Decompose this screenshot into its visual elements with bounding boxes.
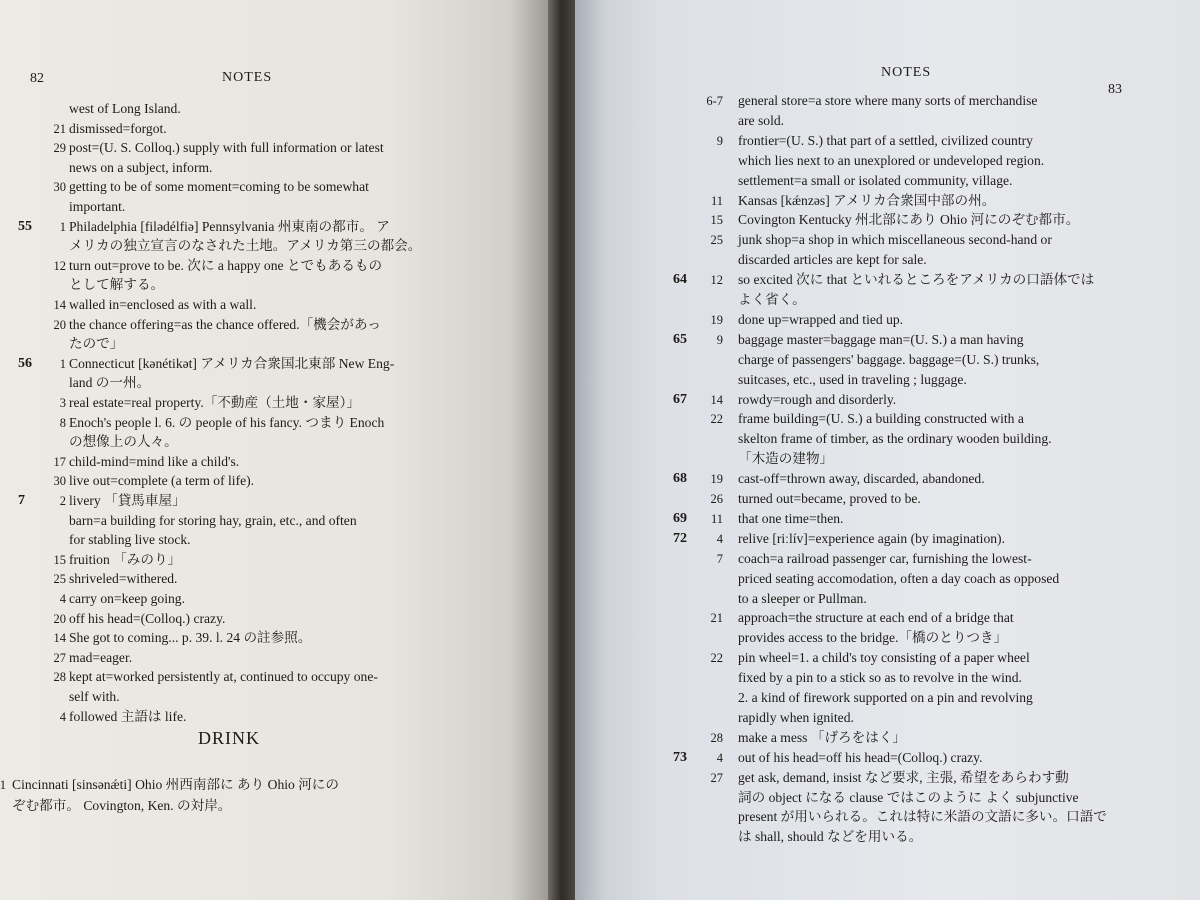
note-entry: Cincinnati [sinsənǽti] Ohio 州西南部に あり Ohio 河にの: [12, 777, 339, 792]
note-entry: approach=the structure at each end of a bridge that: [738, 610, 1014, 626]
note-entry: fruition 「みのり」: [69, 551, 182, 567]
page-reference-number: 56: [18, 355, 32, 371]
page-reference-number: 64: [673, 272, 687, 288]
note-continuation: 「木造の建物」: [738, 451, 834, 467]
note-continuation: の想像上の人々。: [69, 434, 178, 450]
page-reference-number: 69: [673, 510, 687, 526]
note-entry: rowdy=rough and disorderly.: [738, 391, 897, 407]
note-entry: so excited 次に that といれるところをアメリカの口語体では: [738, 272, 1095, 288]
line-number: 21: [53, 121, 66, 136]
line-number: 4: [59, 709, 66, 724]
note-entry: walled in=enclosed as with a wall.: [69, 297, 257, 312]
line-number: 17: [53, 454, 66, 469]
line-number: 30: [53, 474, 66, 489]
line-number: 4: [59, 592, 66, 606]
line-number: 22: [710, 651, 723, 666]
note-entry: off his head=(Colloq.) crazy.: [69, 610, 226, 626]
note-entry: dismissed=forgot.: [69, 120, 167, 136]
line-number: 8: [59, 415, 66, 430]
book-gutter: [548, 0, 575, 900]
line-number: 9: [716, 332, 723, 347]
note-entry: frame building=(U. S.) a building constructed with a: [738, 411, 1024, 427]
note-continuation: skelton frame of timber, as the ordinary wooden building.: [738, 431, 1052, 447]
note-entry: turn out=prove to be. 次に a happy one とでもあるもの: [69, 257, 383, 273]
note-entry: out of his head=off his head=(Colloq.) crazy.: [738, 749, 983, 765]
note-entry: done up=wrapped and tied up.: [738, 311, 904, 327]
note-continuation: ぞむ都市。 Covington, Ken. の対岸。: [12, 798, 232, 813]
note-continuation: fixed by a pin to a stick so as to revolve in the wind.: [738, 670, 1022, 686]
line-number: 26: [710, 492, 723, 506]
left-page: [0, 0, 548, 900]
note-continuation: は shall, should などを用いる。: [738, 829, 923, 845]
note-entry: Philadelphia [filədélfiə] Pennsylvania 州東南の都市。 ア: [69, 218, 390, 234]
note-entry: get ask, demand, insist など要求, 主張, 希望をあらわす動: [738, 769, 1069, 785]
note-entry: kept at=worked persistently at, continued to occupy one-: [69, 669, 378, 685]
line-number: 28: [53, 670, 66, 685]
line-number: 2: [59, 494, 66, 508]
line-number: 28: [710, 730, 723, 745]
note-continuation: land の一州。: [69, 375, 151, 391]
note-entry: Covington Kentucky 州北部にあり Ohio 河にのぞむ都市。: [738, 212, 1080, 228]
note-entry: carry on=keep going.: [69, 591, 185, 606]
note-entry: turned out=became, proved to be.: [738, 491, 921, 506]
line-number: 12: [710, 273, 723, 288]
line-number: 7: [716, 551, 723, 566]
line-number: 3: [59, 396, 66, 410]
note-continuation: メリカの独立宣言のなされた土地。アメリカ第三の都会。: [69, 238, 422, 254]
note-entry: real estate=real property.「不動産（土地・家屋）」: [69, 395, 361, 410]
note-continuation: which lies next to an unexplored or undeveloped region.: [738, 152, 1045, 168]
line-number: 1: [59, 219, 66, 234]
line-number: 20: [53, 611, 66, 626]
line-number: 29: [53, 141, 66, 156]
note-entry: junk shop=a shop in which miscellaneous second-hand or: [738, 232, 1052, 248]
note-continuation: 詞の object になる clause ではこのように よく subjunctive: [738, 789, 1079, 805]
left-running-head: NOTES: [222, 70, 273, 85]
note-continuation: barn=a building for storing hay, grain, etc., and often: [69, 512, 357, 528]
line-number: 4: [716, 531, 723, 546]
note-continuation: たので」: [69, 336, 124, 352]
note-continuation: important.: [69, 199, 126, 214]
line-number: 15: [53, 552, 66, 567]
line-number: 1: [0, 778, 6, 792]
note-entry: Connecticut [kənétikət] アメリカ合衆国北東部 New Eng-: [69, 355, 395, 371]
line-number: 14: [53, 631, 66, 646]
page-reference-number: 65: [673, 331, 687, 347]
note-entry: livery 「貸馬車屋」: [69, 493, 186, 508]
note-entry: relive [riːlív]=experience again (by imagination).: [738, 530, 1005, 546]
page-reference-number: 73: [673, 749, 687, 765]
page-reference-number: 7: [18, 493, 25, 508]
note-entry: cast-off=thrown away, discarded, abandoned.: [738, 471, 985, 487]
note-entry: the chance offering=as the chance offered.「機会があっ: [69, 316, 382, 332]
note-continuation: news on a subject, inform.: [69, 159, 213, 175]
line-number: 6-7: [706, 94, 723, 108]
note-entry: shriveled=withered.: [69, 571, 178, 587]
line-number: 21: [710, 611, 723, 626]
note-continuation: are sold.: [738, 112, 785, 128]
note-entry: general store=a store where many sorts of merchandise: [738, 93, 1038, 108]
line-number: 25: [710, 233, 723, 248]
line-number: 12: [53, 258, 66, 273]
line-number: 1: [59, 356, 66, 371]
note-continuation: charge of passengers' baggage. baggage=(U. S.) trunks,: [738, 351, 1040, 367]
note-entry: Enoch's people l. 6. の people of his fancy. つまり Enoch: [69, 414, 385, 430]
note-entry: frontier=(U. S.) that part of a settled, civilized country: [738, 132, 1033, 148]
note-continuation: rapidly when ignited.: [738, 709, 854, 725]
note-continuation: として解する。: [69, 277, 165, 293]
note-continuation: 2. a kind of firework supported on a pin and revolving: [738, 690, 1033, 705]
section-title-drink: DRINK: [198, 728, 260, 748]
page-reference-number: 55: [18, 218, 32, 234]
line-number: 20: [53, 317, 66, 332]
page-reference-number: 72: [673, 530, 687, 546]
note-entry: that one time=then.: [738, 510, 844, 526]
note-entry: followed 主語は life.: [69, 708, 187, 724]
note-entry: Kansas [kǽnzəs] アメリカ合衆国中部の州。: [738, 192, 996, 208]
note-continuation: for stabling live stock.: [69, 532, 191, 548]
line-number: 15: [710, 213, 723, 228]
note-entry: mad=eager.: [69, 649, 133, 665]
line-number: 14: [710, 392, 723, 407]
note-entry: baggage master=baggage man=(U. S.) a man having: [738, 331, 1024, 347]
line-number: 19: [710, 312, 723, 327]
line-number: 22: [710, 412, 723, 427]
note-continuation: west of Long Island.: [69, 101, 181, 116]
note-continuation: self with.: [69, 689, 120, 704]
right-page: [575, 0, 1200, 900]
note-entry: pin wheel=1. a child's toy consisting of a paper wheel: [738, 650, 1030, 666]
note-entry: She got to coming... p. 39. l. 24 の註参照。: [69, 630, 312, 646]
line-number: 4: [716, 750, 723, 765]
line-number: 11: [710, 193, 723, 208]
line-number: 9: [716, 133, 723, 148]
page-reference-number: 67: [673, 391, 687, 407]
note-entry: child-mind=mind like a child's.: [69, 453, 240, 469]
note-entry: make a mess 「げろをはく」: [738, 729, 907, 745]
line-number: 25: [53, 572, 66, 587]
note-continuation: suitcases, etc., used in traveling ; luggage.: [738, 371, 967, 387]
note-entry: getting to be of some moment=coming to be somewhat: [69, 179, 369, 195]
note-entry: live out=complete (a term of life).: [69, 473, 255, 489]
line-number: 30: [53, 180, 66, 195]
note-continuation: discarded articles are kept for sale.: [738, 252, 927, 268]
line-number: 19: [710, 472, 723, 487]
note-continuation: よく省く。: [738, 292, 806, 307]
note-entry: post=(U. S. Colloq.) supply with full information or latest: [69, 140, 384, 156]
note-continuation: priced seating accomodation, often a day coach as opposed: [738, 570, 1060, 586]
note-continuation: to a sleeper or Pullman.: [738, 590, 867, 606]
right-page-number: 83: [1108, 82, 1122, 97]
left-page-number: 82: [30, 71, 44, 86]
note-entry: coach=a railroad passenger car, furnishing the lowest-: [738, 550, 1032, 566]
note-continuation: settlement=a small or isolated community, village.: [738, 172, 1013, 188]
line-number: 11: [710, 511, 723, 526]
note-continuation: provides access to the bridge.「橋のとりつき」: [738, 630, 1008, 646]
note-continuation: present が用いられる。これは特に米語の文語に多い。口語で: [738, 809, 1107, 825]
line-number: 14: [53, 298, 66, 312]
right-running-head: NOTES: [881, 65, 932, 80]
line-number: 27: [710, 770, 723, 785]
line-number: 27: [53, 650, 66, 665]
page-reference-number: 68: [673, 471, 687, 487]
